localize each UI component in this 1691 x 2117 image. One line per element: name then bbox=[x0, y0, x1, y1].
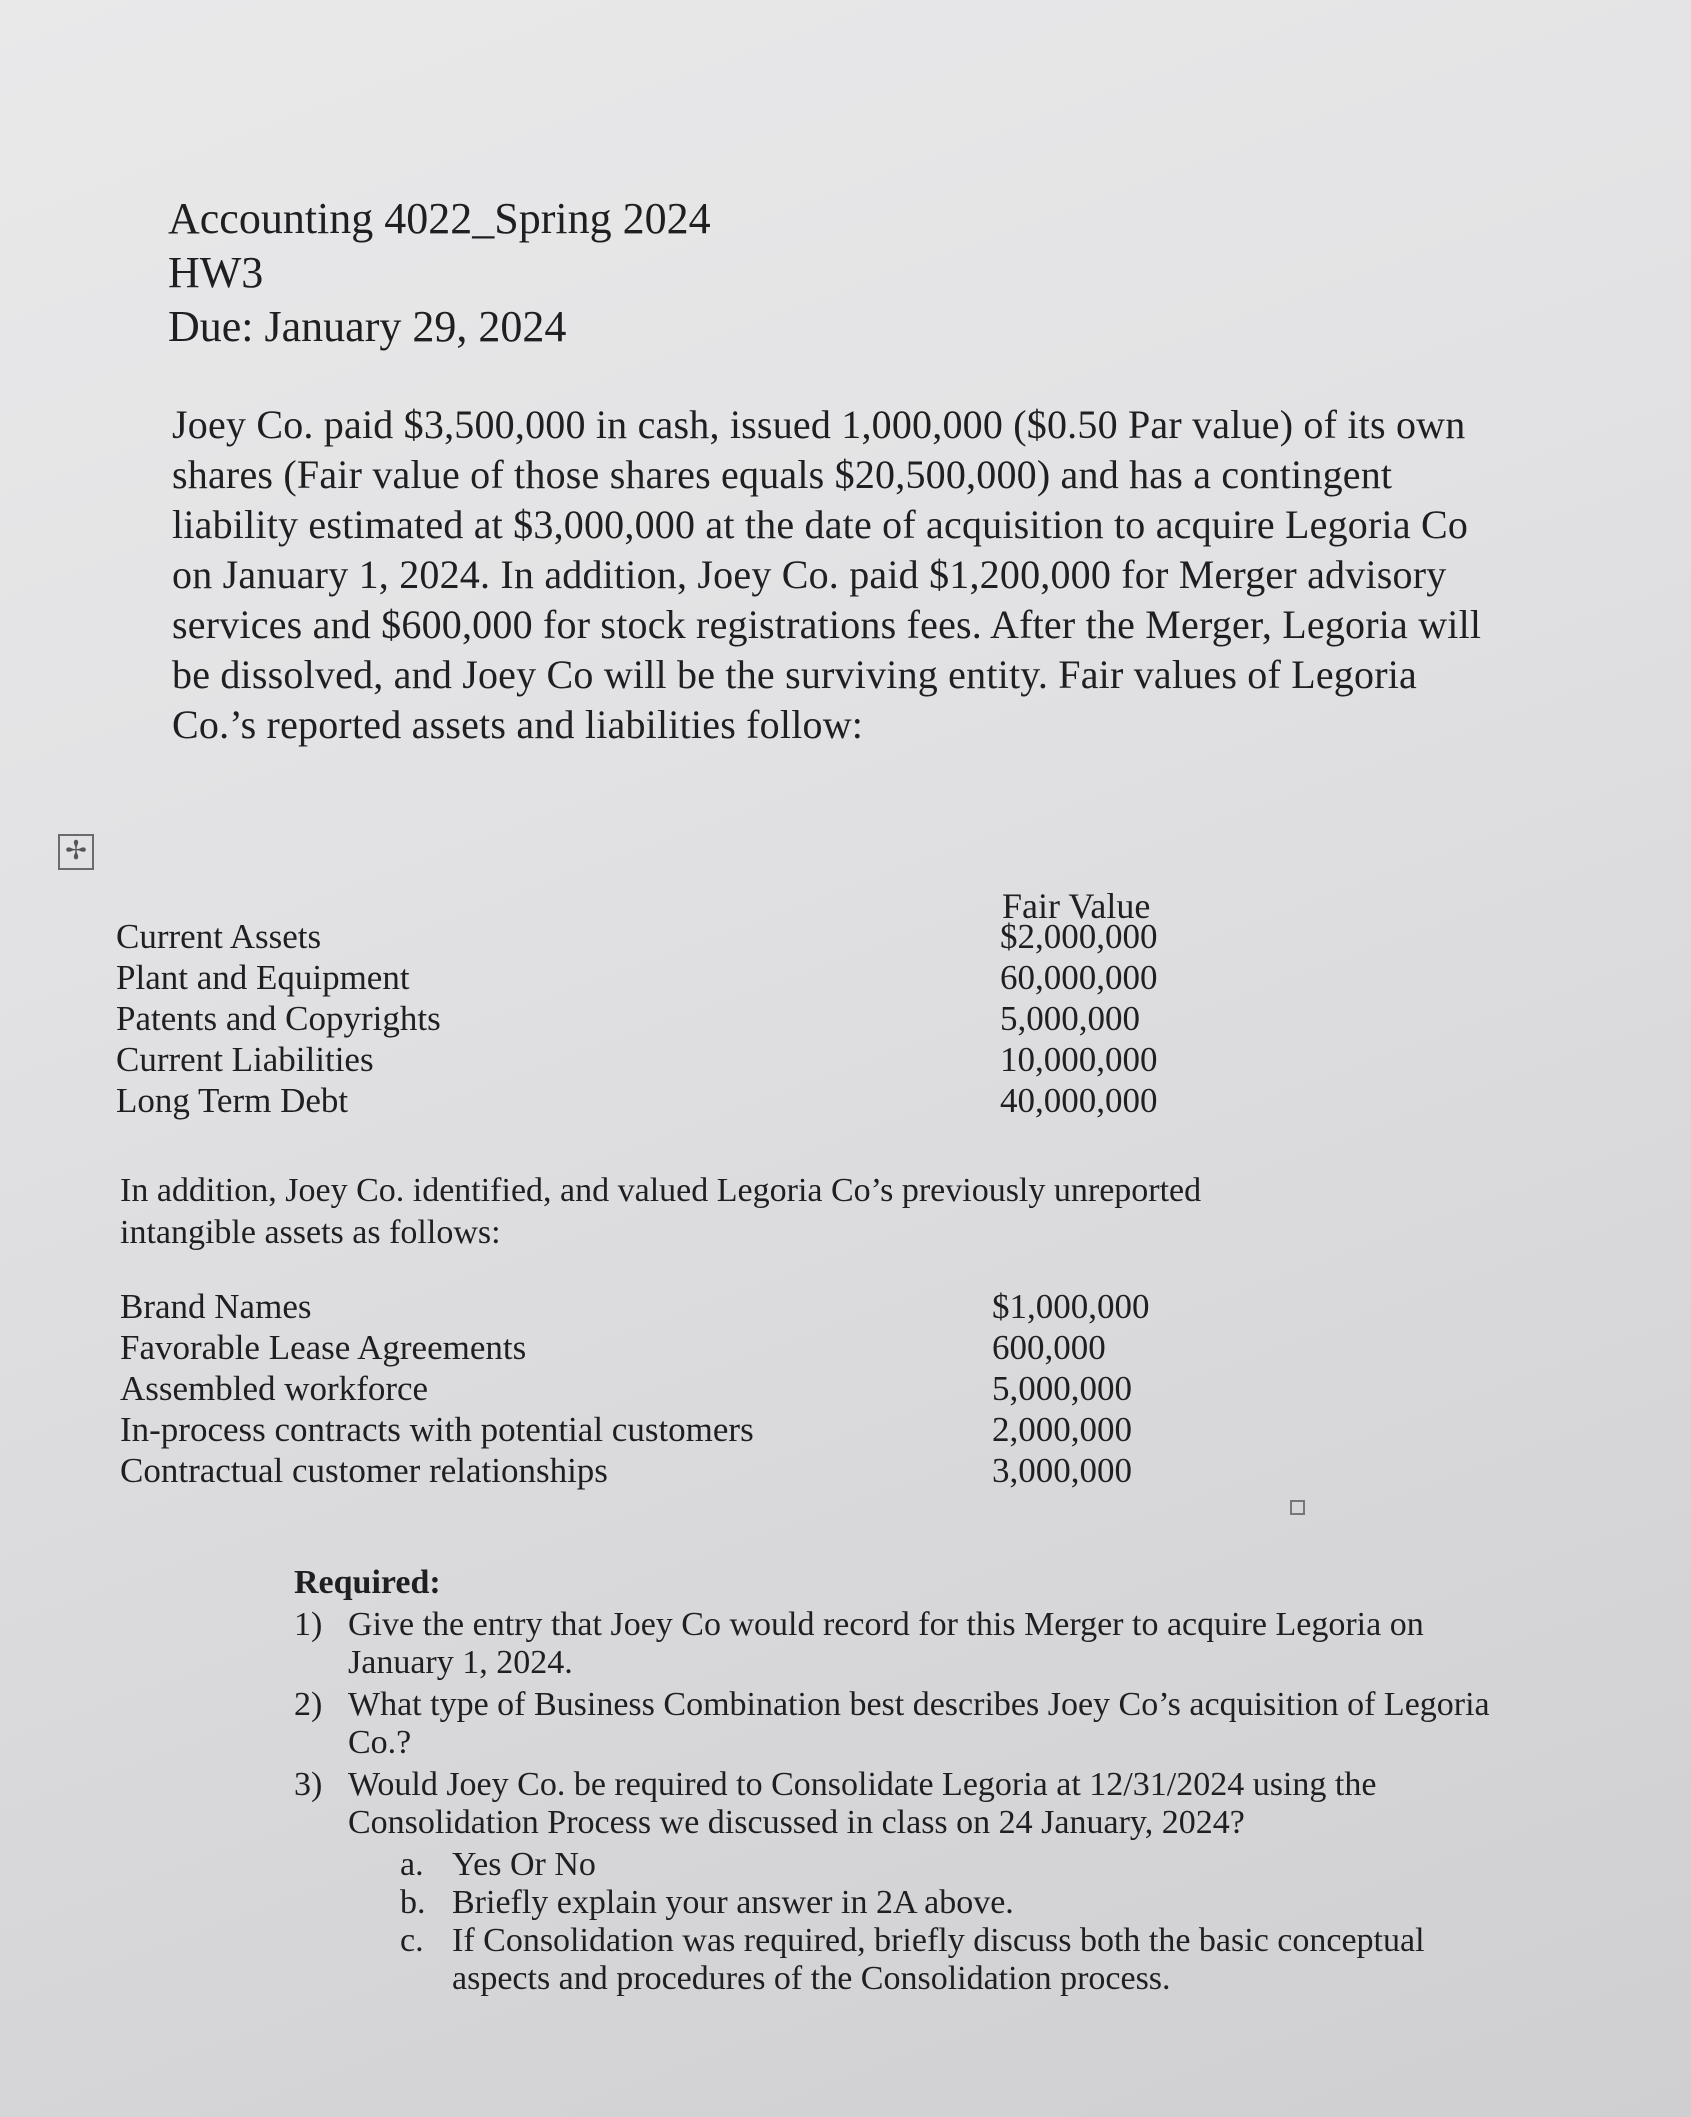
table-row bbox=[120, 1409, 1220, 1450]
item-value: 5,000,000 bbox=[992, 1369, 1132, 1408]
question-number: 3) bbox=[294, 1766, 323, 1803]
intangibles-table bbox=[120, 1286, 1220, 1491]
sub-question-text: If Consolidation was required, briefly discuss both the basic conceptual aspects and procedures of the Consolidation process. bbox=[452, 1922, 1425, 1997]
sub-question-item bbox=[294, 1846, 1494, 1884]
table-row bbox=[116, 957, 1216, 998]
due-date: Due: January 29, 2024 bbox=[168, 302, 567, 351]
item-label: Favorable Lease Agreements bbox=[120, 1328, 527, 1367]
table-row bbox=[116, 998, 1216, 1039]
move-anchor-icon[interactable]: ✢ bbox=[58, 834, 94, 870]
table-row bbox=[116, 916, 1216, 957]
question-item bbox=[294, 1766, 1494, 1842]
additional-intangibles-text: In addition, Joey Co. identified, and valued Legoria Co’s previously unreported intangible assets as follows: bbox=[120, 1172, 1202, 1251]
item-value: 60,000,000 bbox=[1000, 958, 1158, 997]
reported-items-table bbox=[116, 916, 1216, 1121]
item-label: Plant and Equipment bbox=[116, 958, 410, 997]
question-text: What type of Business Combination best describes Joey Co’s acquisition of Legoria Co.? bbox=[348, 1686, 1490, 1761]
item-value: $2,000,000 bbox=[1000, 917, 1158, 956]
problem-intro: Joey Co. paid $3,500,000 in cash, issued 1,000,000 ($0.50 Par value) of its own shares (Fair value of those shares equals $20,500,000) and has a contingent liability estimated at $3,000,000 at the date of acquisition to acquire Legoria Co on January 1, 2024. In addition, Joey Co. paid $1,200,000 for Merger advisory services and $600,000 for stock registrations fees. After the Merger, Legoria will be dissolved, and Joey Co will be the surviving entity. Fair values of Legoria Co.’s reported assets and liabilities follow: bbox=[172, 402, 1482, 747]
item-value: 10,000,000 bbox=[1000, 1040, 1158, 1079]
required-title: Required: bbox=[294, 1564, 441, 1601]
item-label: Current Assets bbox=[116, 917, 322, 956]
item-value: 5,000,000 bbox=[1000, 999, 1140, 1038]
sub-question-letter: c. bbox=[400, 1922, 424, 1959]
item-value: $1,000,000 bbox=[992, 1287, 1150, 1326]
item-value: 2,000,000 bbox=[992, 1410, 1132, 1449]
item-value: 3,000,000 bbox=[992, 1451, 1132, 1490]
table-row bbox=[120, 1327, 1220, 1368]
table-row bbox=[116, 1080, 1216, 1121]
course-title: Accounting 4022_Spring 2024 bbox=[168, 194, 711, 243]
item-label: Assembled workforce bbox=[120, 1369, 429, 1408]
document-header bbox=[168, 192, 711, 354]
sub-question-text: Briefly explain your answer in 2A above. bbox=[452, 1884, 1014, 1921]
fair-value-header: Fair Value bbox=[1002, 886, 1151, 926]
question-text: Give the entry that Joey Co would record for this Merger to acquire Legoria on January 1, 2024. bbox=[348, 1606, 1424, 1681]
item-value: 40,000,000 bbox=[1000, 1081, 1158, 1120]
sub-question-item bbox=[294, 1884, 1494, 1922]
sub-question-text: Yes Or No bbox=[452, 1846, 596, 1883]
item-value: 600,000 bbox=[992, 1328, 1106, 1367]
checkbox-icon[interactable] bbox=[1290, 1500, 1305, 1515]
item-label: Brand Names bbox=[120, 1287, 312, 1326]
sub-question-letter: a. bbox=[400, 1846, 424, 1883]
sub-question-item bbox=[294, 1922, 1494, 1998]
table-row bbox=[120, 1286, 1220, 1327]
table-row bbox=[116, 1039, 1216, 1080]
item-label: Patents and Copyrights bbox=[116, 999, 441, 1038]
question-item bbox=[294, 1606, 1494, 1682]
question-number: 1) bbox=[294, 1606, 323, 1643]
item-label: Current Liabilities bbox=[116, 1040, 374, 1079]
item-label: Long Term Debt bbox=[116, 1081, 349, 1120]
item-label: Contractual customer relationships bbox=[120, 1451, 608, 1490]
item-label: In-process contracts with potential customers bbox=[120, 1410, 754, 1449]
question-item bbox=[294, 1686, 1494, 1762]
question-number: 2) bbox=[294, 1686, 323, 1723]
required-section bbox=[294, 1564, 1494, 1998]
table-row bbox=[120, 1368, 1220, 1409]
sub-question-letter: b. bbox=[400, 1884, 426, 1921]
table-row bbox=[120, 1450, 1220, 1491]
question-text: Would Joey Co. be required to Consolidate Legoria at 12/31/2024 using the Consolidation Process we discussed in class on 24 January, 2024? bbox=[348, 1766, 1377, 1841]
assignment-title: HW3 bbox=[168, 248, 264, 297]
